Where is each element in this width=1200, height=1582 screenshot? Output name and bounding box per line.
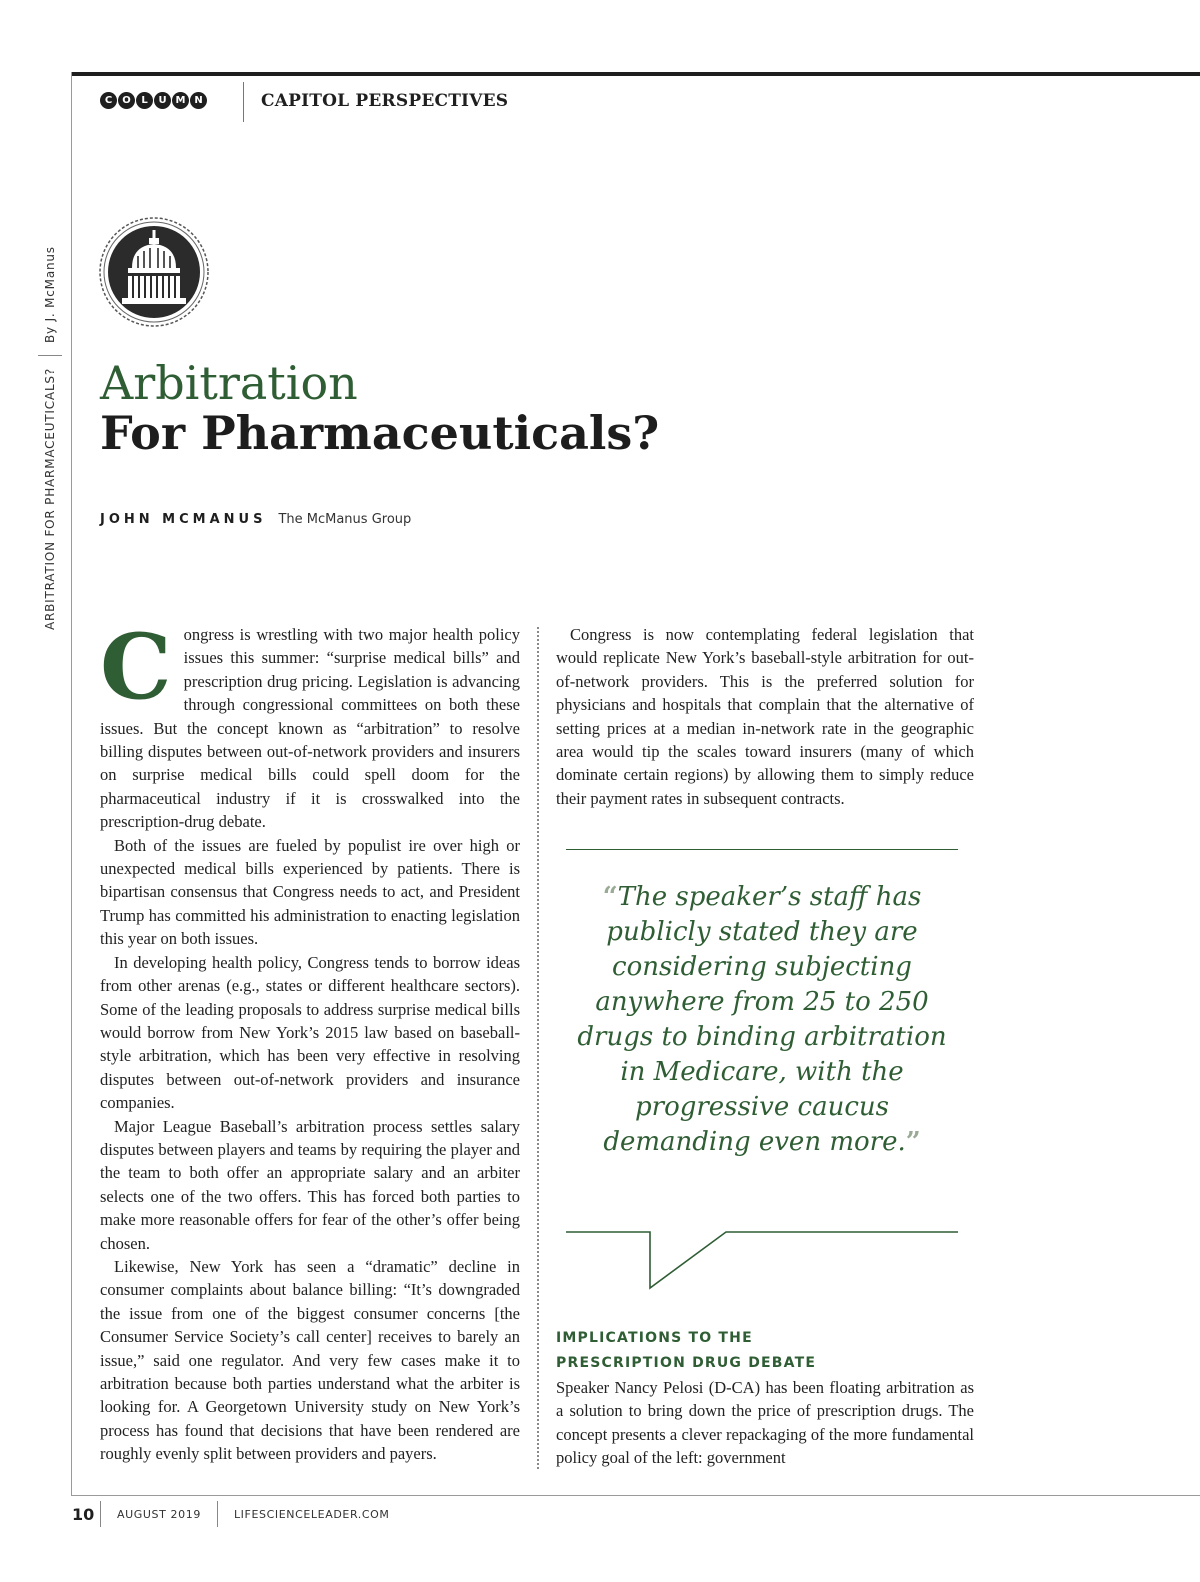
section-subhead: [556, 1326, 974, 1376]
body-paragraph: Major League Baseball’s arbitration process settles salary disputes between players and teams by requiring the player and the team to both offer an appropriate salary and an arbiter selects one of the two offers. This has forced both parties to make more reasonable offers for fear of the other’s offer being chosen.: [100, 1116, 520, 1253]
body-paragraph: [100, 623, 520, 834]
column-badge-letter: C: [100, 92, 117, 109]
pullquote-top-rule: [566, 849, 958, 850]
article-title-line-2: For Pharmaceuticals?: [100, 406, 660, 460]
body-paragraph: Both of the issues are fueled by populist ire over high or unexpected medical bills experienced by patients. There is bipartisan consensus that Congress needs to act, and President Trump has committed his administration to enacting legislation this year on both issues.: [100, 835, 520, 949]
body-paragraph-text: ongress is wrestling with two major health policy issues this summer: “surprise medical bills” and prescription drug pricing. Legislation is advancing through congressional committees on both these issues. But the concept known as “arbitration” to resolve billing disputes between out-of-network providers and insurers on surprise medical bills could spell doom for the pharmaceutical industry if it is crosswalked into the prescription-drug debate.: [100, 625, 520, 832]
pullquote: [566, 880, 958, 1160]
vertical-running-head: [30, 180, 70, 630]
article-body-left-column: [100, 623, 520, 1473]
page-number: 10: [72, 1504, 95, 1524]
body-paragraph: Speaker Nancy Pelosi (D-CA) has been floating arbitration as a solution to bring down the price of prescription drugs. The concept presents a clever repackaging of the more fundamental policy goal of the left: government: [556, 1378, 974, 1468]
column-badge-letter: N: [190, 92, 207, 109]
column-badge-letter: U: [154, 92, 171, 109]
page-footer: [72, 1500, 406, 1528]
column-divider: [537, 627, 539, 1469]
open-quote-mark: “: [602, 882, 618, 912]
running-head-divider: [38, 355, 62, 356]
issue-date: AUGUST 2019: [117, 1507, 201, 1521]
website-link[interactable]: LIFESCIENCELEADER.COM: [233, 1507, 390, 1521]
subhead-line: PRESCRIPTION DRUG DEBATE: [556, 1355, 817, 1371]
body-paragraph: In developing health policy, Congress tends to borrow ideas from other arenas (e.g., states or different healthcare sectors). Some of the leading proposals to address surprise medical bills would borrow from New York’s 2015 law based on baseball-style arbitration, which has been very effective in resolving disputes between out-of-network providers and insurance companies.: [100, 952, 520, 1113]
subhead-line: IMPLICATIONS TO THE: [556, 1330, 753, 1346]
running-head-byline: By J. McManus: [43, 246, 57, 343]
footer-divider: [100, 1501, 101, 1527]
column-badge-letter: O: [118, 92, 135, 109]
speech-bubble-pointer: [566, 1226, 958, 1292]
footer-divider: [217, 1501, 218, 1527]
footer-rule: [72, 1495, 1200, 1496]
author-byline: [100, 512, 411, 527]
body-paragraph: Likewise, New York has seen a “dramatic” decline in consumer complaints about balance billing: “It’s downgraded the issue from one of the biggest consumer concerns [the Consumer Service Society’s call center] receives to barely an issue,” said one regulator. And very few cases make it to arbitration because both parties understand what the arbiter is looking for. A Georgetown University study on New York’s process has found that decisions that have been rendered are roughly evenly split between providers and payers.: [100, 1256, 520, 1464]
author-affiliation: The McManus Group: [278, 512, 412, 527]
article-body-continued: [556, 1376, 974, 1472]
capitol-dome-icon: [98, 216, 210, 328]
column-badge-letter: M: [172, 92, 189, 109]
column-badge: [100, 92, 207, 109]
section-title: CAPITOL PERSPECTIVES: [261, 91, 509, 111]
left-margin-rule: [71, 72, 72, 1496]
running-head-article: ARBITRATION FOR PHARMACEUTICALS?: [43, 367, 57, 630]
top-rule: [72, 72, 1200, 76]
article-body-right-column: [556, 623, 974, 810]
author-name: JOHN MCMANUS: [100, 512, 267, 527]
pullquote-text: The speaker’s staff has publicly stated they are considering subjecting anywhere from 25 to 250 drugs to binding arbitration in Medicare, with the progressive caucus demanding even more.: [577, 882, 947, 1157]
header-divider: [243, 82, 244, 122]
body-paragraph: Congress is now contemplating federal legislation that would replicate New York’s baseball-style arbitration for out-of-network providers. This is the preferred solution for physicians and hospitals that complain that the alternative of setting prices at a median in-network rate in the geographic area would tip the scales toward insurers (many of which dominate certain regions) by allowing them to simply reduce their payment rates in subsequent contracts.: [556, 625, 974, 808]
column-badge-letter: L: [136, 92, 153, 109]
close-quote-mark: ”: [905, 1127, 921, 1157]
article-title-line-1: Arbitration: [100, 356, 358, 410]
drop-cap: C: [100, 623, 172, 720]
